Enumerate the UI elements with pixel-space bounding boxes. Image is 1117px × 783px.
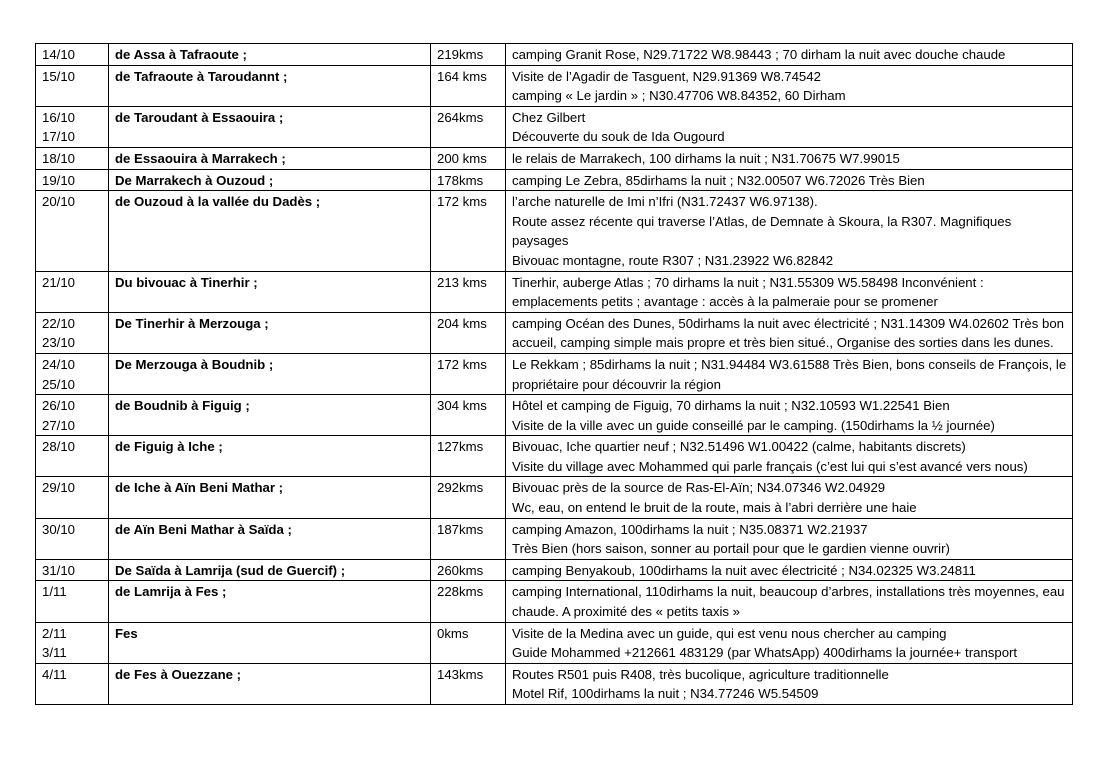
notes-cell — [506, 663, 1073, 704]
note-line: Visite de l’Agadir de Tasguent, N29.91369 W8.74542 — [512, 68, 821, 84]
date-cell — [36, 559, 109, 581]
date-text: 15/10 — [42, 68, 76, 84]
distance-cell: 127kms — [431, 436, 506, 477]
route-cell: De Tinerhir à Merzouga ; — [109, 312, 431, 353]
distance-cell: 213 kms — [431, 271, 506, 312]
itinerary-row — [36, 353, 1073, 394]
itinerary-row — [36, 169, 1073, 191]
date-cell — [36, 622, 109, 663]
itinerary-row — [36, 106, 1073, 147]
date-text: 17/10 — [42, 129, 76, 145]
date-text: 4/11 — [42, 666, 67, 682]
date-text: 16/10 — [42, 109, 76, 125]
notes-cell — [506, 477, 1073, 518]
notes-cell — [506, 271, 1073, 312]
route-cell: De Saïda à Lamrija (sud de Guercif) ; — [109, 559, 431, 581]
distance-cell: 164 kms — [431, 65, 506, 106]
itinerary-row — [36, 559, 1073, 581]
distance-cell: 292kms — [431, 477, 506, 518]
notes-cell — [506, 65, 1073, 106]
date-text: 19/10 — [42, 172, 76, 188]
route-cell: de Fes à Ouezzane ; — [109, 663, 431, 704]
date-text: 27/10 — [42, 417, 76, 433]
note-line: Découverte du souk de Ida Ougourd — [512, 129, 725, 145]
note-line: Hôtel et camping de Figuig, 70 dirhams la nuit ; N32.10593 W1.22541 Bien — [512, 398, 950, 414]
route-cell: de Figuig à Iche ; — [109, 436, 431, 477]
itinerary-row — [36, 436, 1073, 477]
distance-cell: 178kms — [431, 169, 506, 191]
note-line: Chez Gilbert — [512, 109, 586, 125]
date-text: 2/11 — [42, 625, 67, 641]
distance-cell: 260kms — [431, 559, 506, 581]
itinerary-row — [36, 271, 1073, 312]
date-text: 28/10 — [42, 439, 76, 455]
route-cell: Du bivouac à Tinerhir ; — [109, 271, 431, 312]
itinerary-row — [36, 312, 1073, 353]
route-cell: Fes — [109, 622, 431, 663]
date-text: 1/11 — [42, 584, 67, 600]
note-line: Wc, eau, on entend le bruit de la route, mais à l’abri derrière une haie — [512, 500, 917, 516]
notes-cell — [506, 581, 1073, 622]
notes-cell — [506, 191, 1073, 271]
date-text: 14/10 — [42, 47, 76, 62]
date-cell — [36, 191, 109, 271]
distance-cell: 143kms — [431, 663, 506, 704]
itinerary-row — [36, 65, 1073, 106]
date-cell — [36, 395, 109, 436]
distance-cell: 0kms — [431, 622, 506, 663]
note-line: Route assez récente qui traverse l’Atlas, de Demnate à Skoura, la R307. Magnifiques paysages — [512, 213, 1012, 249]
itinerary-row — [36, 663, 1073, 704]
date-text: 30/10 — [42, 521, 76, 537]
note-line: Le Rekkam ; 85dirhams la nuit ; N31.94484 W3.61588 Très Bien, bons conseils de François, le propriétaire pour découvrir la région — [512, 356, 1067, 392]
note-line: camping Granit Rose, N29.71722 W8.98443 ; 70 dirham la nuit avec douche chaude — [512, 47, 1006, 62]
date-cell — [36, 106, 109, 147]
distance-cell: 172 kms — [431, 191, 506, 271]
route-cell: de Tafraoute à Taroudannt ; — [109, 65, 431, 106]
distance-cell: 200 kms — [431, 147, 506, 169]
date-text: 25/10 — [42, 376, 76, 392]
distance-cell: 172 kms — [431, 353, 506, 394]
note-line: camping Océan des Dunes, 50dirhams la nuit avec électricité ; N31.14309 W4.02602 Très bon accueil, camping simple mais propre et très bien situé., Organise des sorties dans les dunes. — [512, 315, 1064, 351]
distance-cell: 187kms — [431, 518, 506, 559]
note-line: Tinerhir, auberge Atlas ; 70 dirhams la nuit ; N31.55309 W5.58498 Inconvénient : emplacements petits ; avantage : accès à la palmeraie pour se promener — [512, 274, 984, 310]
note-line: Visite de la Medina avec un guide, qui est venu nous chercher au camping — [512, 625, 947, 641]
itinerary-row — [36, 395, 1073, 436]
notes-cell — [506, 312, 1073, 353]
notes-cell — [506, 44, 1073, 66]
note-line: camping Le Zebra, 85dirhams la nuit ; N32.00507 W6.72026 Très Bien — [512, 172, 925, 188]
route-cell: De Marrakech à Ouzoud ; — [109, 169, 431, 191]
date-text: 18/10 — [42, 150, 76, 166]
date-text: 3/11 — [42, 645, 67, 661]
itinerary-row — [36, 622, 1073, 663]
date-cell — [36, 581, 109, 622]
route-cell: de Ouzoud à la vallée du Dadès ; — [109, 191, 431, 271]
route-cell: de Iche à Aïn Beni Mathar ; — [109, 477, 431, 518]
itinerary-row — [36, 477, 1073, 518]
note-line: l’arche naturelle de Imi n’Ifri (N31.72437 W6.97138). — [512, 194, 818, 210]
date-cell — [36, 353, 109, 394]
note-line: Guide Mohammed +212661 483129 (par WhatsApp) 400dirhams la journée+ transport — [512, 645, 1018, 661]
notes-cell — [506, 106, 1073, 147]
note-line: camping International, 110dirhams la nuit, beaucoup d’arbres, installations très moyennes, eau chaude. A proximité des « petits taxis » — [512, 584, 1065, 620]
notes-cell — [506, 436, 1073, 477]
date-text: 20/10 — [42, 194, 76, 210]
date-text: 29/10 — [42, 480, 76, 496]
itinerary-row — [36, 518, 1073, 559]
notes-cell — [506, 169, 1073, 191]
date-cell — [36, 663, 109, 704]
notes-cell — [506, 559, 1073, 581]
date-cell — [36, 147, 109, 169]
itinerary-row — [36, 44, 1073, 66]
date-text: 31/10 — [42, 562, 76, 578]
note-line: camping « Le jardin » ; N30.47706 W8.84352, 60 Dirham — [512, 88, 846, 104]
itinerary-body — [36, 44, 1073, 705]
note-line: Routes R501 puis R408, très bucolique, agriculture traditionnelle — [512, 666, 889, 682]
notes-cell — [506, 395, 1073, 436]
date-cell — [36, 65, 109, 106]
date-cell — [36, 312, 109, 353]
note-line: Très Bien (hors saison, sonner au portail pour que le gardien vienne ouvrir) — [512, 541, 950, 557]
itinerary-row — [36, 581, 1073, 622]
route-cell: de Taroudant à Essaouira ; — [109, 106, 431, 147]
note-line: Bivouac près de la source de Ras-El-Aïn; N34.07346 W2.04929 — [512, 480, 886, 496]
distance-cell: 264kms — [431, 106, 506, 147]
itinerary-row — [36, 147, 1073, 169]
date-text: 26/10 — [42, 398, 76, 414]
date-cell — [36, 518, 109, 559]
notes-cell — [506, 518, 1073, 559]
note-line: Bivouac montagne, route R307 ; N31.23922 W6.82842 — [512, 252, 834, 268]
distance-cell: 304 kms — [431, 395, 506, 436]
route-cell: de Lamrija à Fes ; — [109, 581, 431, 622]
date-text: 23/10 — [42, 335, 76, 351]
note-line: le relais de Marrakech, 100 dirhams la nuit ; N31.70675 W7.99015 — [512, 150, 900, 166]
itinerary-table — [35, 43, 1073, 705]
distance-cell: 219kms — [431, 44, 506, 66]
route-cell: de Assa à Tafraoute ; — [109, 44, 431, 66]
date-cell — [36, 436, 109, 477]
note-line: Motel Rif, 100dirhams la nuit ; N34.77246 W5.54509 — [512, 686, 819, 702]
notes-cell — [506, 147, 1073, 169]
note-line: Visite du village avec Mohammed qui parle français (c’est lui qui s’est avancé vers nous) — [512, 458, 1028, 474]
route-cell: De Merzouga à Boudnib ; — [109, 353, 431, 394]
date-text: 22/10 — [42, 315, 76, 331]
itinerary-row — [36, 191, 1073, 271]
date-text: 21/10 — [42, 274, 76, 290]
notes-cell — [506, 353, 1073, 394]
route-cell: de Aïn Beni Mathar à Saïda ; — [109, 518, 431, 559]
note-line: camping Amazon, 100dirhams la nuit ; N35.08371 W2.21937 — [512, 521, 868, 537]
note-line: camping Benyakoub, 100dirhams la nuit avec électricité ; N34.02325 W3.24811 — [512, 562, 976, 578]
note-line: Bivouac, Iche quartier neuf ; N32.51496 W1.00422 (calme, habitants discrets) — [512, 439, 966, 455]
route-cell: de Essaouira à Marrakech ; — [109, 147, 431, 169]
date-cell — [36, 271, 109, 312]
date-cell — [36, 477, 109, 518]
date-cell — [36, 44, 109, 66]
date-cell — [36, 169, 109, 191]
date-text: 24/10 — [42, 356, 76, 372]
route-cell: de Boudnib à Figuig ; — [109, 395, 431, 436]
notes-cell — [506, 622, 1073, 663]
distance-cell: 204 kms — [431, 312, 506, 353]
note-line: Visite de la ville avec un guide conseillé par le camping. (150dirhams la ½ journée) — [512, 417, 995, 433]
distance-cell: 228kms — [431, 581, 506, 622]
